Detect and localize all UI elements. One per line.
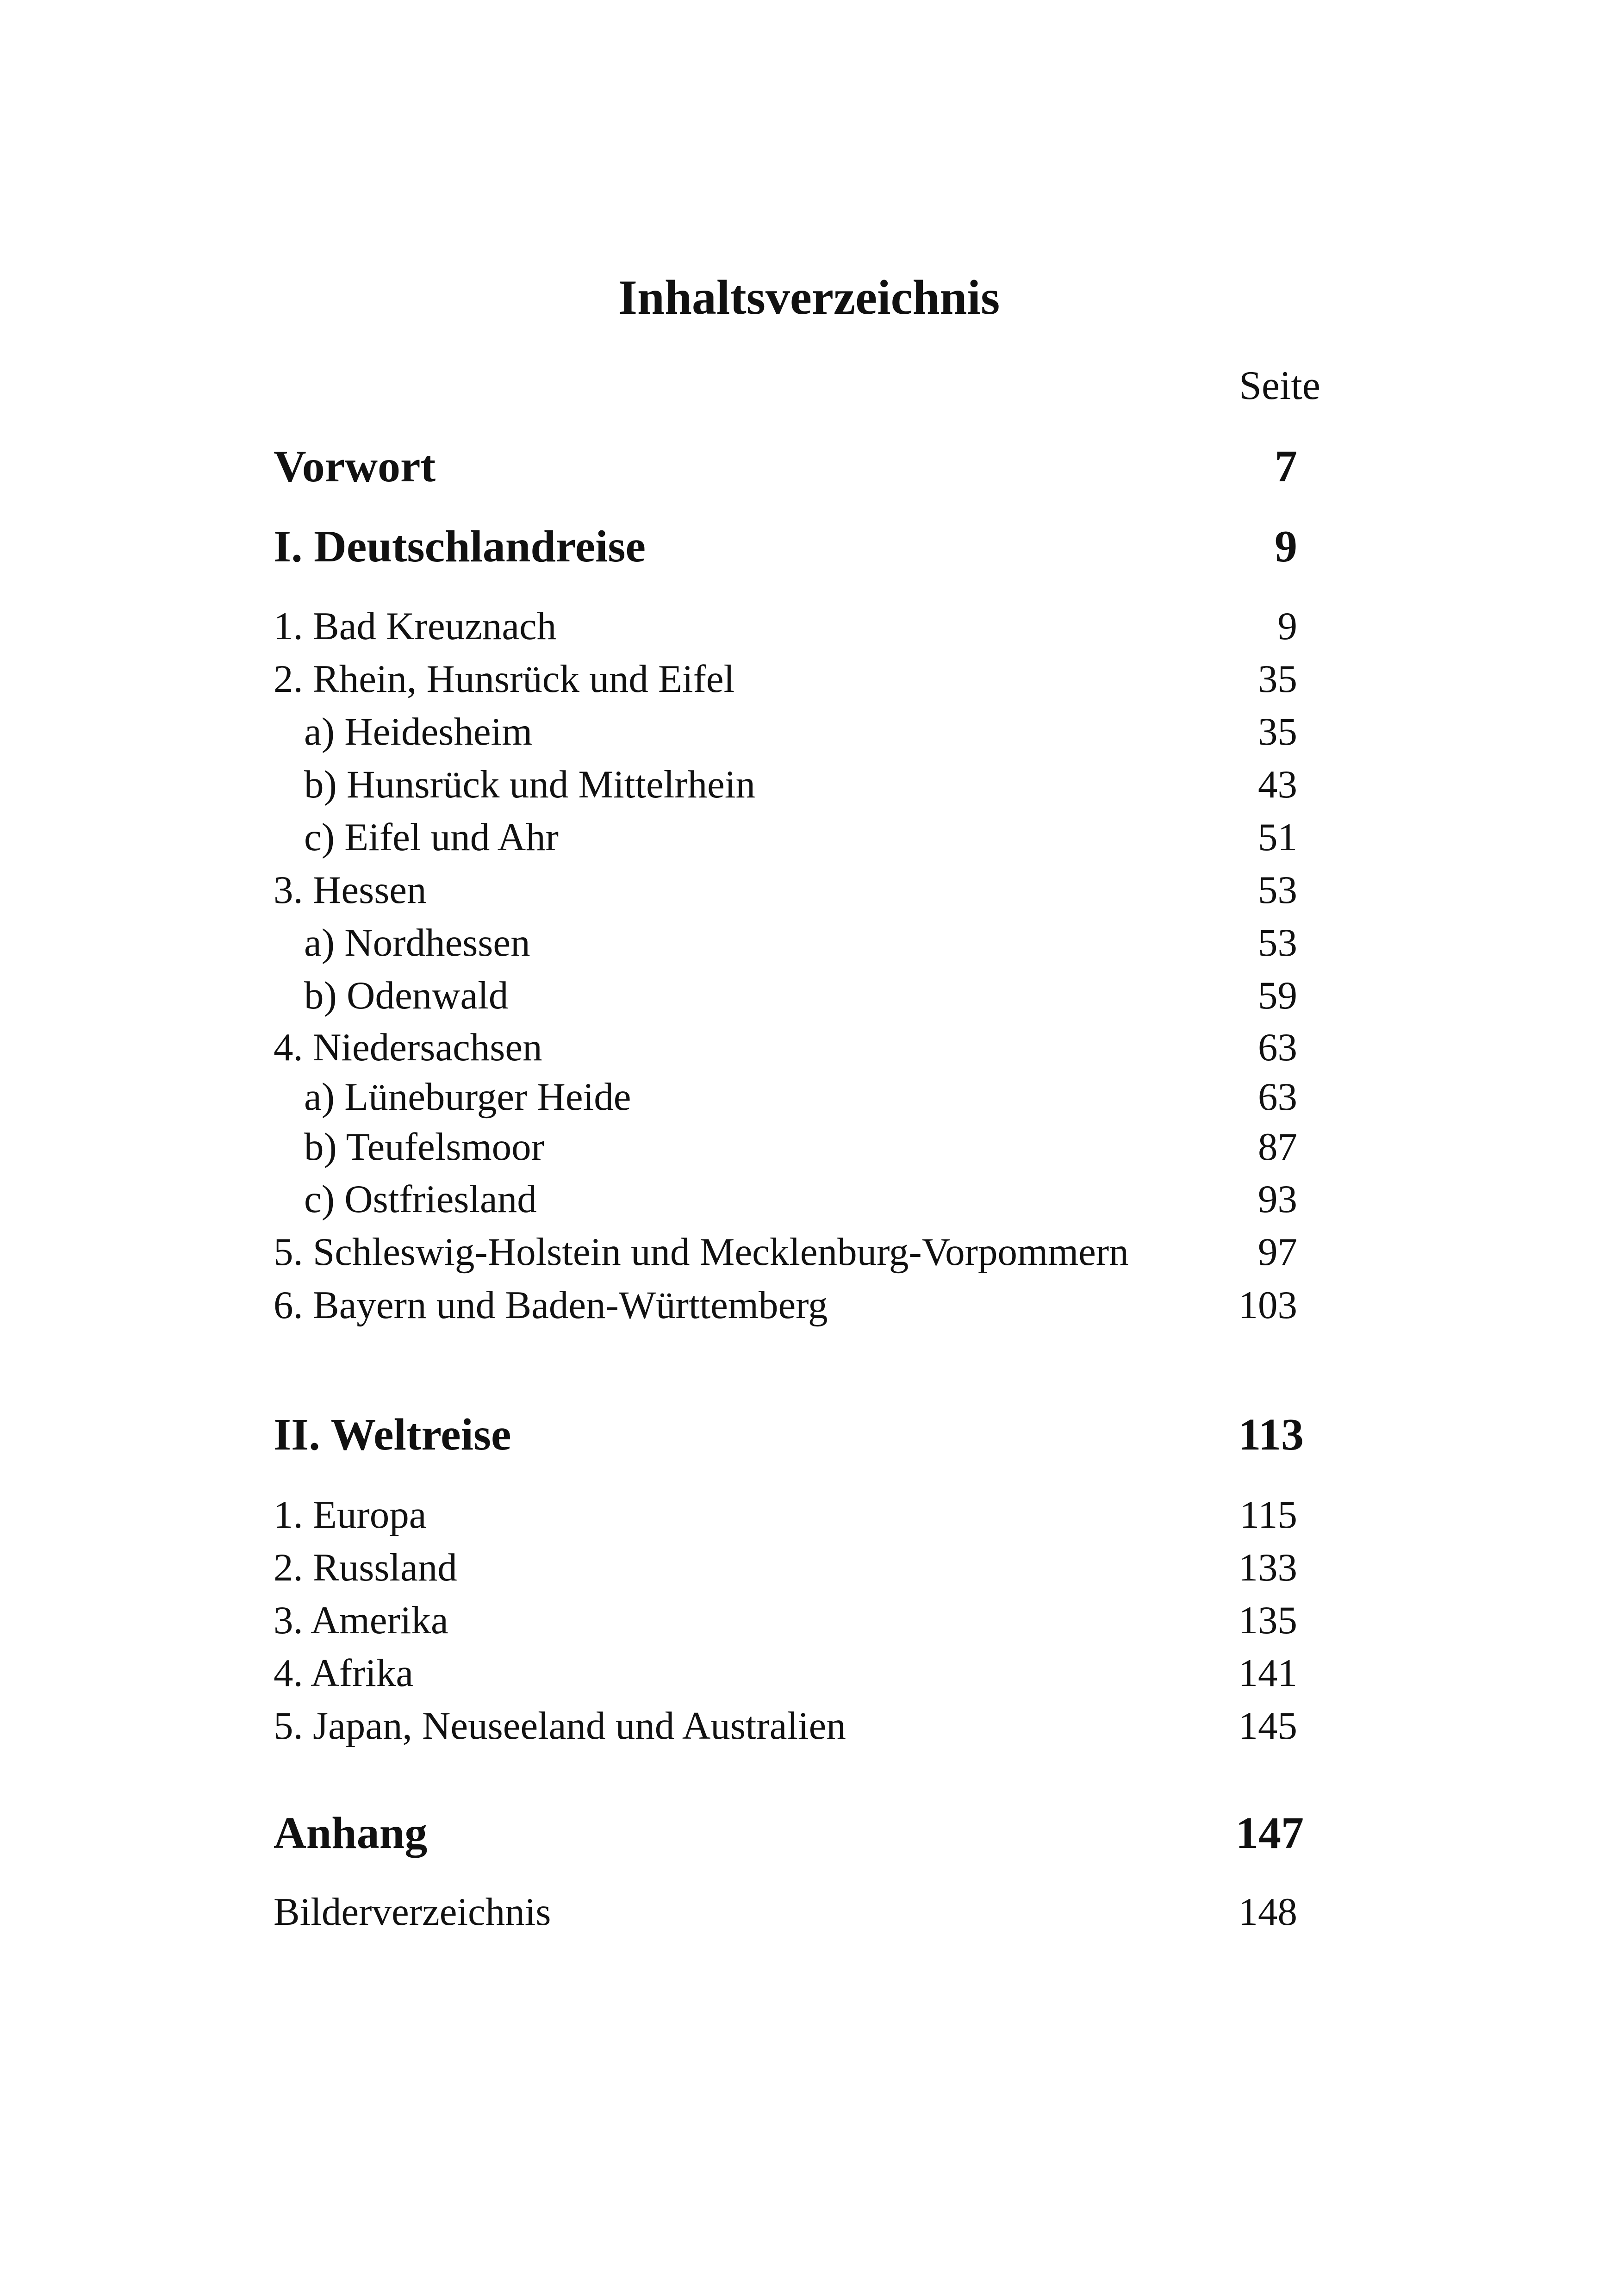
toc-entry-label: 6. Bayern und Baden-Württemberg bbox=[274, 1283, 828, 1327]
toc-entry-page: 141 bbox=[1238, 1651, 1297, 1695]
toc-subentry bbox=[274, 914, 1297, 969]
toc-entry-page: 53 bbox=[1258, 921, 1297, 964]
toc-entry-label: 4. Afrika bbox=[274, 1651, 414, 1695]
toc-entry-page: 35 bbox=[1258, 657, 1297, 701]
toc-entry-label: c) Ostfriesland bbox=[304, 1177, 537, 1221]
toc-entry-label: b) Teufelsmoor bbox=[304, 1125, 544, 1169]
toc-entry bbox=[274, 1486, 1297, 1541]
page-title: Inhaltsverzeichnis bbox=[618, 270, 1000, 324]
toc-section-page: 7 bbox=[1275, 442, 1297, 492]
toc-entry-page: 59 bbox=[1258, 974, 1297, 1017]
toc-entry-label: b) Hunsrück und Mittelrhein bbox=[304, 763, 755, 806]
toc-section-label: Vorwort bbox=[274, 442, 436, 492]
toc-entry-page: 9 bbox=[1277, 604, 1297, 648]
toc-entry-page: 63 bbox=[1258, 1026, 1297, 1069]
toc-entry bbox=[274, 1276, 1297, 1332]
toc-entry-label: 4. Niedersachsen bbox=[274, 1026, 542, 1069]
toc-entry-label: 2. Russland bbox=[274, 1546, 457, 1589]
toc-entry-label: a) Heidesheim bbox=[304, 710, 533, 753]
toc-entry-page: 133 bbox=[1238, 1546, 1297, 1589]
toc-section-vorwort bbox=[274, 440, 1297, 496]
toc-entry-label: Bilderverzeichnis bbox=[274, 1890, 551, 1934]
toc-entry-page: 145 bbox=[1238, 1704, 1297, 1748]
toc-entry bbox=[274, 1223, 1297, 1278]
toc-entry-page: 43 bbox=[1258, 763, 1297, 806]
toc-section-label: I. Deutschlandreise bbox=[274, 522, 646, 572]
toc-entry bbox=[274, 1591, 1297, 1647]
toc-entry-page: 93 bbox=[1258, 1177, 1297, 1221]
toc-section-anhang bbox=[274, 1807, 1304, 1862]
toc-subentry bbox=[274, 966, 1297, 1022]
toc-section-weltreise bbox=[274, 1408, 1304, 1464]
toc-entry-label: 5. Japan, Neuseeland und Australien bbox=[274, 1704, 846, 1748]
toc-entry bbox=[274, 1883, 1297, 1938]
toc-entry-label: a) Lüneburger Heide bbox=[304, 1075, 631, 1119]
toc-entry bbox=[274, 1644, 1297, 1699]
toc-entry-page: 103 bbox=[1238, 1283, 1297, 1327]
toc-entry-page: 135 bbox=[1238, 1599, 1297, 1642]
toc-section-page: 9 bbox=[1275, 522, 1297, 572]
toc-entry-page: 35 bbox=[1258, 710, 1297, 753]
toc-subentry bbox=[274, 1170, 1297, 1226]
toc-entry-page: 63 bbox=[1258, 1075, 1297, 1119]
toc-entry-label: 2. Rhein, Hunsrück und Eifel bbox=[274, 657, 735, 701]
toc-subentry bbox=[274, 703, 1297, 758]
toc-entry-label: a) Nordhessen bbox=[304, 921, 530, 964]
toc-entry bbox=[274, 597, 1297, 653]
toc-entry-label: c) Eifel und Ahr bbox=[304, 815, 559, 859]
toc-entry bbox=[274, 650, 1297, 705]
toc-entry-label: 3. Amerika bbox=[274, 1599, 448, 1642]
toc-entry-page: 97 bbox=[1258, 1230, 1297, 1274]
toc-subentry bbox=[274, 1068, 1297, 1123]
toc-entry-page: 148 bbox=[1238, 1890, 1297, 1934]
toc-entry bbox=[274, 861, 1297, 916]
toc-entry-label: 1. Europa bbox=[274, 1493, 427, 1537]
toc-subentry bbox=[274, 808, 1297, 864]
toc-entry-label: 3. Hessen bbox=[274, 868, 427, 912]
toc-entry-page: 51 bbox=[1258, 815, 1297, 859]
toc-section-page: 113 bbox=[1238, 1410, 1304, 1460]
toc-section-label: Anhang bbox=[274, 1808, 428, 1858]
toc-entry bbox=[274, 1697, 1297, 1752]
toc-entry-label: 5. Schleswig-Holstein und Mecklenburg-Vorpommern bbox=[274, 1230, 1129, 1274]
page-column-header: Seite bbox=[1239, 363, 1320, 408]
toc-section-deutschlandreise bbox=[274, 520, 1297, 576]
toc-section-label: II. Weltreise bbox=[274, 1410, 511, 1460]
toc-entry-label: 1. Bad Kreuznach bbox=[274, 604, 557, 648]
toc-subentry bbox=[274, 755, 1297, 811]
toc-entry-page: 115 bbox=[1239, 1493, 1297, 1537]
toc-entry-label: b) Odenwald bbox=[304, 974, 509, 1017]
toc-subentry bbox=[274, 1118, 1297, 1173]
toc-entry bbox=[274, 1018, 1297, 1074]
toc-entry-page: 53 bbox=[1258, 868, 1297, 912]
toc-entry bbox=[274, 1538, 1297, 1594]
toc-entry-page: 87 bbox=[1258, 1125, 1297, 1169]
toc-section-page: 147 bbox=[1236, 1808, 1304, 1858]
